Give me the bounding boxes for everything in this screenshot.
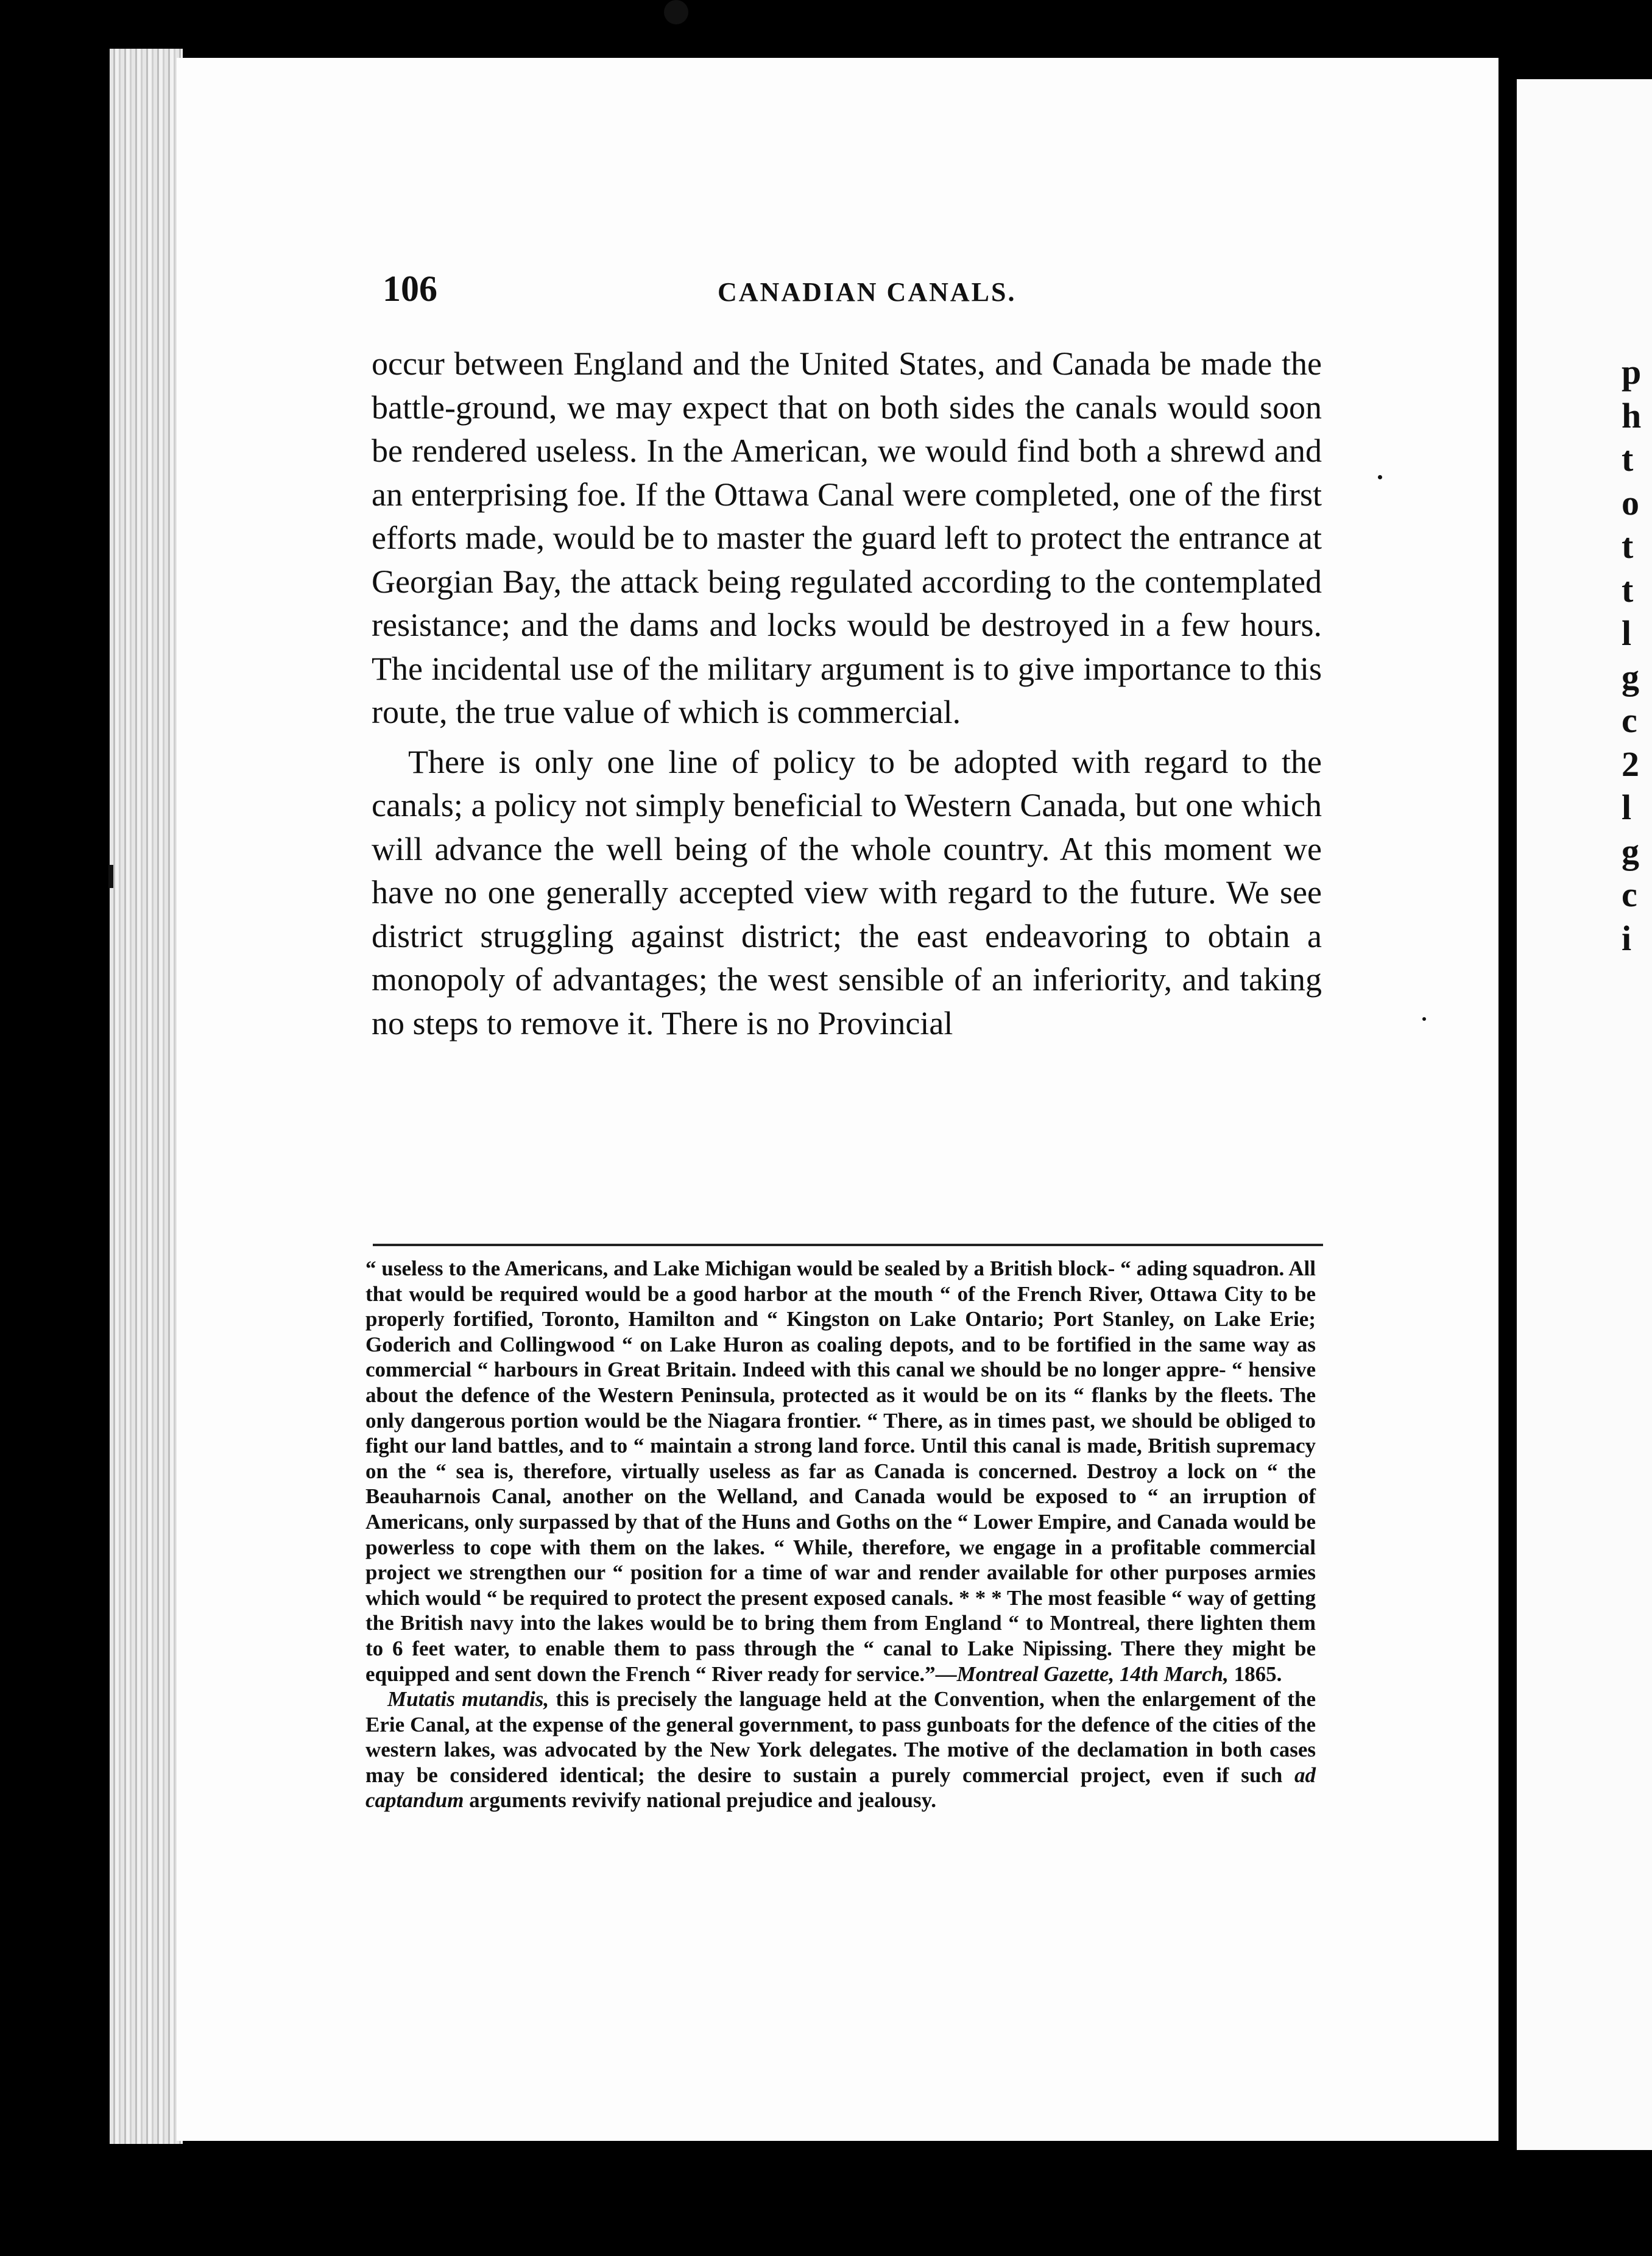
facing-line-start: g xyxy=(1622,657,1639,697)
running-head: CANADIAN CANALS. xyxy=(718,277,1017,307)
facing-line-start: t xyxy=(1622,526,1634,566)
footnote xyxy=(365,1256,1316,1813)
paragraph: There is only one line of policy to be adopted with regard to the canals; a policy not simply beneficial to Western Canada, but one which will advance the well being of the whole country. At this moment we have no one generally accepted view with regard to the future. We see district struggling against district; the east endeavoring to obtain a monopoly of advantages; the west sensible of an inferiority, and taking no steps to remove it. There is no Provincial xyxy=(372,743,1322,1042)
facing-line-start: i xyxy=(1622,918,1632,958)
facing-line-start: c xyxy=(1622,875,1637,914)
facing-line-start: t xyxy=(1622,569,1634,610)
main-text xyxy=(372,342,1322,1045)
page-number: 106 xyxy=(383,269,437,309)
page-edges xyxy=(110,49,183,2144)
footnote-comment-end: arguments revivify national prejudice and jealousy. xyxy=(464,1788,936,1813)
scan-speck xyxy=(1378,475,1382,479)
footnote-year: 1865. xyxy=(1228,1662,1282,1686)
footnote-comment-lead: Mutatis mutandis, xyxy=(387,1687,549,1711)
footnote-quote-text: “ useless to the Americans, and Lake Michigan would be sealed by a British block- “ ading squadron. All that would be required would be a good harbor at the mouth “ of the French River, Ottawa City to be properly fortified, Toronto, Hamilton and “ Kingston on Lake Ontario; Port Stanley, on Lake Erie; Goderich and Collingwood “ on Lake Huron as coaling depots, and to be fortified in the same way as commercial “ harbours in Great Britain. Indeed with this canal we should be no longer appre- “ hensive about the defence of the Western Peninsula, protected as it would be on its “ flanks by the fleets. The only dangerous portion would be the Niagara frontier. “ There, as in times past, we should be obliged to fight our land battles, and to “ maintain a strong land force. Until this canal is made, British supremacy on the “ sea is, therefore, virtually useless as far as Canada is concerned. Destroy a lock on “ the Beauharnois Canal, another on the Welland, and Canada would be exposed to “ an irruption of Americans, only surpassed by that of the Huns and Goths on the “ Lower Empire, and Canada would be powerless to cope with them on the lakes. “ While, therefore, we engage in a profitable commercial project we strengthen our “ position for a time of war and render available for other purposes armies which would “ be required to protect the present exposed canals. * * * The most feasible “ way of getting the British navy into the lakes would be to bring them from England “ to Montreal, there lighten them to 6 feet water, to enable them to pass through the “ canal to Lake Nipissing. There they might be equipped and sent down the French “ River ready for service.”— xyxy=(365,1257,1316,1686)
facing-page-line-starts xyxy=(1622,350,1641,960)
footnote-quote xyxy=(365,1256,1316,1687)
facing-line-start: g xyxy=(1622,831,1639,871)
footnote-latin: ad captandum xyxy=(365,1763,1316,1813)
facing-line-start: c xyxy=(1622,700,1637,740)
footnote-comment-text: this is precisely the language held at the Convention, when the enlargement of the Erie Canal, at the expense of the general government, to pass gunboats for the defence of the cities of the western lakes, was advocated by the New York delegates. The motive of the declamation in both cases may be considered identical; the desire to sustain a purely commercial project, even if such xyxy=(365,1687,1316,1787)
paragraph: occur between England and the United States, and Canada be made the battle-ground, we may expect that on both sides the canals would soon be rendered useless. In the American, we would find both a shrewd and an enterprising foe. If the Ottawa Canal were completed, one of the first efforts made, would be to master the guard left to protect the entrance at Georgian Bay, the attack being regulated according to the contemplated resistance; and the dams and locks would be destroyed in a few hours. The incidental use of the military argument is to give importance to this route, the true value of which is commercial. xyxy=(372,345,1322,730)
page-header xyxy=(383,268,1327,317)
facing-line-start: h xyxy=(1622,395,1642,435)
facing-line-start: l xyxy=(1622,788,1632,827)
facing-line-start: l xyxy=(1622,613,1632,653)
footnote-comment xyxy=(365,1687,1316,1813)
scan-speck xyxy=(664,0,688,24)
facing-line-start: t xyxy=(1622,439,1634,479)
footnote-source: Montreal Gazette, 14th March, xyxy=(956,1662,1229,1686)
margin-mark xyxy=(108,865,113,888)
facing-line-start: 2 xyxy=(1622,744,1639,784)
footnote-rule xyxy=(373,1244,1323,1246)
facing-line-start: o xyxy=(1622,482,1639,523)
facing-line-start: p xyxy=(1622,352,1642,392)
scan-speck xyxy=(1422,1017,1426,1021)
